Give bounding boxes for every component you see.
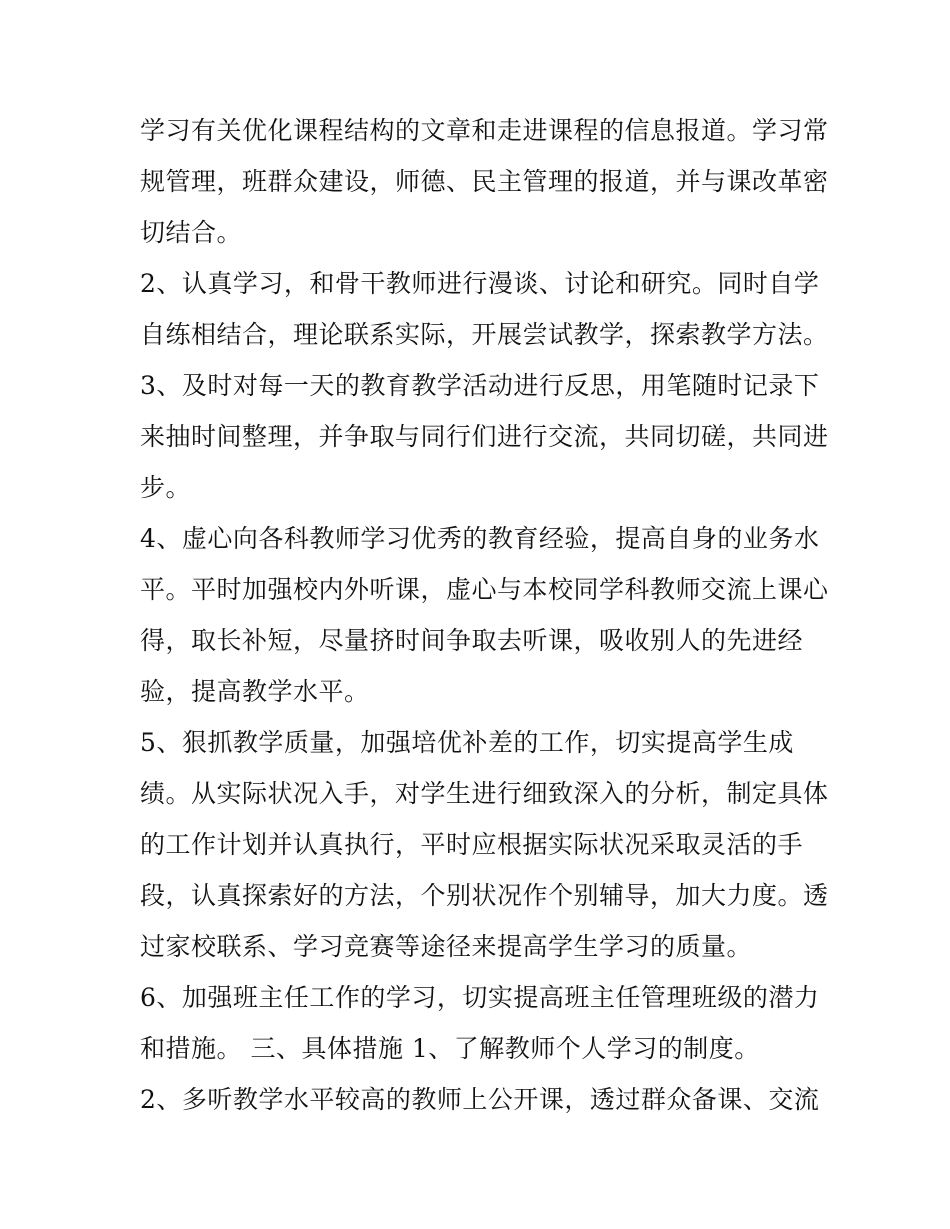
text-line: 2、多听教学水平较高的教师上公开课，透过群众备课、交流 bbox=[140, 1085, 820, 1114]
text-line: 平。平时加强校内外听课，虚心与本校同学科教师交流上课心 bbox=[140, 575, 829, 604]
text-line: 自练相结合，理论联系实际，开展尝试教学，探索教学方法。 bbox=[140, 320, 829, 349]
text-line: 5、狠抓教学质量，加强培优补差的工作，切实提高学生成 bbox=[140, 728, 794, 757]
text-line: 来抽时间整理，并争取与同行们进行交流，共同切磋，共同进 bbox=[140, 422, 829, 451]
text-line: 段，认真探索好的方法，个别状况作个别辅导，加大力度。透 bbox=[140, 881, 829, 910]
text-line: 学习有关优化课程结构的文章和走进课程的信息报道。学习常 bbox=[140, 116, 829, 145]
text-line: 过家校联系、学习竞赛等途径来提高学生学习的质量。 bbox=[140, 932, 753, 961]
text-line: 规管理，班群众建设，师德、民主管理的报道，并与课改革密 bbox=[140, 167, 829, 196]
text-line: 4、虚心向各科教师学习优秀的教育经验，提高自身的业务水 bbox=[140, 524, 820, 553]
text-line: 步。 bbox=[140, 473, 192, 502]
text-line: 得，取长补短，尽量挤时间争取去听课，吸收别人的先进经 bbox=[140, 626, 804, 655]
text-line: 的工作计划并认真执行，平时应根据实际状况采取灵活的手 bbox=[140, 830, 804, 859]
text-line: 和措施。 三、具体措施 1、了解教师个人学习的制度。 bbox=[140, 1034, 760, 1063]
text-line: 验，提高教学水平。 bbox=[140, 677, 370, 706]
text-line: 2、认真学习，和骨干教师进行漫谈、讨论和研究。同时自学 bbox=[140, 269, 820, 298]
text-line: 3、及时对每一天的教育教学活动进行反思，用笔随时记录下 bbox=[140, 371, 820, 400]
body-text bbox=[140, 105, 829, 1125]
text-line: 切结合。 bbox=[140, 218, 243, 247]
text-line: 6、加强班主任工作的学习，切实提高班主任管理班级的潜力 bbox=[140, 983, 820, 1012]
text-line: 绩。从实际状况入手，对学生进行细致深入的分析，制定具体 bbox=[140, 779, 829, 808]
